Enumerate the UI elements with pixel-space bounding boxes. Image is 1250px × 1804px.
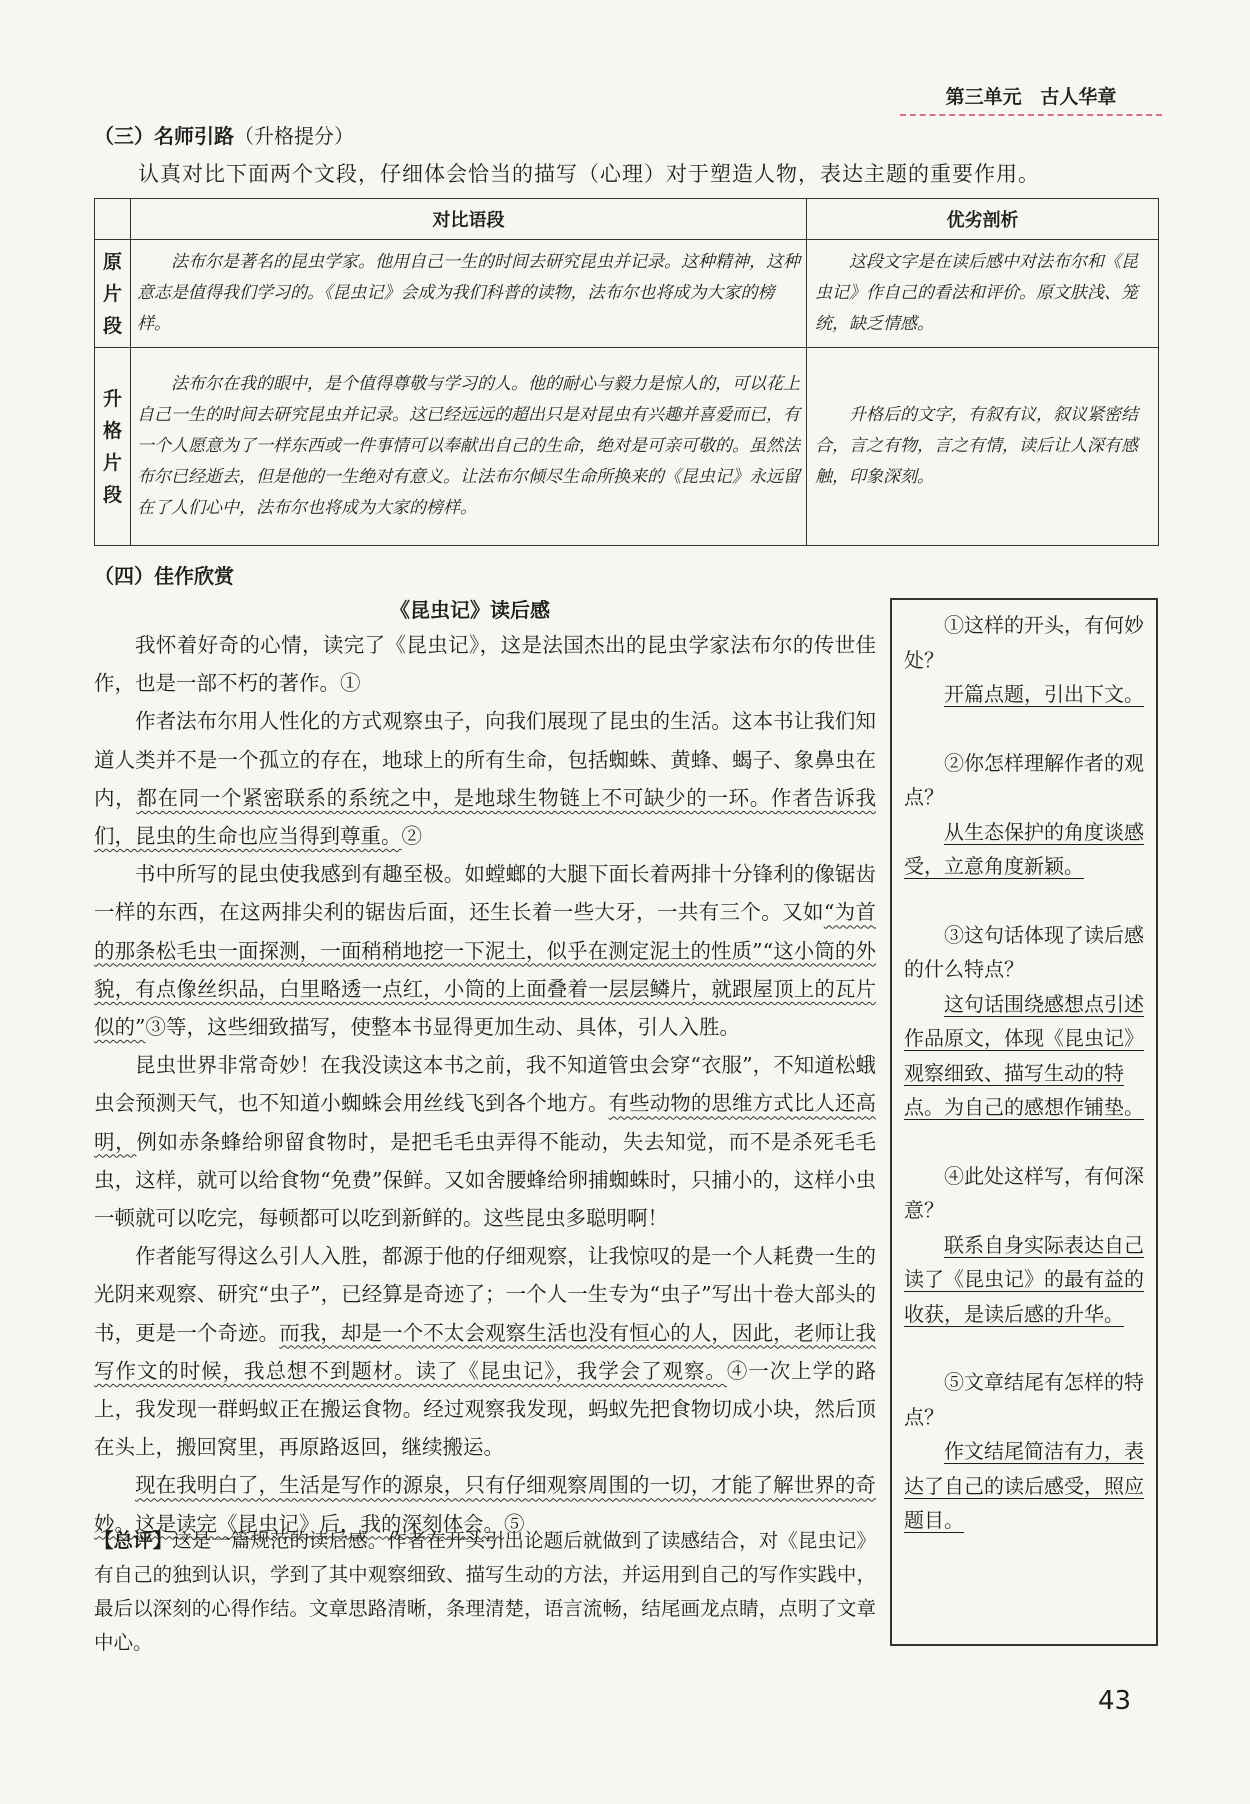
section3-intro: 认真对比下面两个文段，仔细体会恰当的描写（心理）对于塑造人物，表达主题的重要作用。 bbox=[138, 162, 1040, 186]
summary-block bbox=[94, 1524, 876, 1660]
note-question: ③这句话体现了读后感的什么特点？ bbox=[904, 922, 1144, 981]
p2-text: 作者法布尔用人性化的方式观察虫子，向我们展现了昆虫的生活。这本书让我们知道人类并不是一个孤立的存在，地球上的所有生命，包括蜘蛛、黄蜂、蝎子、象鼻虫在内， bbox=[94, 709, 876, 810]
note-question: ①这样的开头，有何妙处？ bbox=[904, 613, 1144, 672]
summary-label: 【总评】 bbox=[94, 1529, 173, 1552]
unit-theme: 古人华章 bbox=[1040, 86, 1117, 108]
table-row bbox=[95, 240, 1159, 348]
original-text: 法布尔是著名的昆虫学家。他用自己一生的时间去研究昆虫并记录。这种精神，这种意志是值得我们学习的。《昆虫记》会成为我们科普的读物，法布尔也将成为大家的榜样。 bbox=[131, 240, 807, 348]
summary-text: 这是一篇规范的读后感。作者在开头引出论题后就做到了读感结合，对《昆虫记》有自己的独到认识，学到了其中观察细致、描写生动的方法，并运用到自己的写作实践中，最后以深刻的心得作结。文章思路清晰，条理清楚，语言流畅，结尾画龙点睛，点明了文章中心。 bbox=[94, 1529, 876, 1654]
note-answer-text: 从生态保护的角度谈感受，立意角度新颖。 bbox=[904, 819, 1144, 878]
note-question: ②你怎样理解作者的观点？ bbox=[904, 750, 1144, 809]
essay-paragraph-5 bbox=[94, 1237, 876, 1466]
annotation-box bbox=[890, 598, 1158, 1646]
comparison-table bbox=[94, 198, 1159, 546]
p6-marker: ⑤ bbox=[504, 1511, 525, 1536]
note-answer-text: 作文结尾简洁有力，表达了自己的读后感受，照应题目。 bbox=[904, 1439, 1144, 1532]
table-header-compare: 对比语段 bbox=[131, 199, 807, 240]
note-answer bbox=[904, 1434, 1146, 1538]
note-answer bbox=[904, 987, 1146, 1125]
essay-body bbox=[94, 626, 876, 1543]
p5-wavy-text: 而我，却是一个不太会观察生活也没有恒心的人，因此，老师让我写作文的时候，我总想不到题材。读了《昆虫记》，我学会了观察。 bbox=[94, 1320, 877, 1383]
section3-subtitle: （升格提分） bbox=[234, 124, 354, 148]
upgraded-analysis: 升格后的文字，有叙有议，叙议紧密结合，言之有物，言之有情，读后让人深有感触，印象深刻。 bbox=[807, 348, 1159, 546]
page-number: 43 bbox=[1098, 1686, 1132, 1716]
note-answer-text: 这句话围绕感想点引述作品原文，体现《昆虫记》观察细致、描写生动的特点。为自己的感想作铺垫。 bbox=[904, 991, 1144, 1119]
note-answer bbox=[904, 815, 1146, 884]
row-label-upgraded: 升格片段 bbox=[95, 348, 131, 546]
table-header-analysis: 优劣剖析 bbox=[807, 199, 1159, 240]
note-item bbox=[904, 1159, 1146, 1332]
note-answer-text: 联系自身实际表达自己读了《昆虫记》的最有益的收获，是读后感的升华。 bbox=[904, 1232, 1144, 1326]
note-item bbox=[904, 608, 1146, 712]
p6-wavy-text: 现在我明白了，生活是写作的源泉，只有仔细观察周围的一切，才能了解世界的奇妙。这是读完《昆虫记》后，我的深刻体会。 bbox=[94, 1473, 876, 1536]
p3-text: 书中所写的昆虫使我感到有趣至极。如螳螂的大腿下面长着两排十分锋利的像锯齿一样的东西，在这两排尖利的锯齿后面，还生长着一些大牙，一共有三个。又如 bbox=[94, 862, 876, 925]
p4-wavy-text: 有些动物的思维方式比人还高明， bbox=[94, 1091, 877, 1154]
essay-paragraph-1: 我怀着好奇的心情，读完了《昆虫记》，这是法国杰出的昆虫学家法布尔的传世佳作，也是一部不朽的著作。① bbox=[94, 633, 876, 696]
note-answer bbox=[904, 677, 1146, 712]
table-row bbox=[95, 348, 1159, 546]
p3-wavy-quote: “为首的那条松毛虫一面探测，一面稍稍地挖一下泥土，似乎在测定泥土的性质”“这小筒的外貌，有点像丝织品，白里略透一点红，小筒的上面叠着一层层鳞片，就跟屋顶上的瓦片似的” bbox=[94, 900, 876, 1040]
note-item bbox=[904, 1365, 1146, 1538]
section3-title-main: （三）名师引路 bbox=[94, 124, 234, 148]
note-question: ④此处这样写，有何深意？ bbox=[904, 1163, 1144, 1222]
p2-marker: ② bbox=[401, 824, 422, 849]
unit-label: 第三单元 bbox=[945, 86, 1022, 108]
note-item bbox=[904, 918, 1146, 1125]
note-answer bbox=[904, 1228, 1146, 1332]
p2-wavy-text: 都在同一个紧密联系的系统之中，是地球生物链上不可缺少的一环。作者告诉我们，昆虫的生命也应当得到尊重。 bbox=[94, 785, 877, 849]
section4-title: （四）佳作欣赏 bbox=[94, 564, 234, 588]
original-analysis: 这段文字是在读后感中对法布尔和《昆虫记》作自己的看法和评价。原文肤浅、笼统，缺乏情感。 bbox=[807, 240, 1159, 348]
note-item bbox=[904, 746, 1146, 884]
essay-paragraph-3 bbox=[94, 855, 876, 1046]
essay-paragraph-2 bbox=[94, 702, 876, 855]
table-header-row bbox=[95, 199, 1159, 240]
note-question: ⑤文章结尾有怎样的特点？ bbox=[904, 1370, 1144, 1429]
row-label-original: 原片段 bbox=[95, 240, 131, 348]
table-header-blank bbox=[95, 199, 131, 240]
essay-paragraph-4 bbox=[94, 1046, 876, 1237]
p3-text-end: ③等，这些细致描写，使整本书显得更加生动、具体，引人入胜。 bbox=[145, 1015, 740, 1040]
note-answer-text: 开篇点题，引出下文。 bbox=[944, 682, 1144, 706]
p5-text-end: ④一次上学的路上，我发现一群蚂蚁正在搬运食物。经过观察我发现，蚂蚁先把食物切成小块，然后顶在头上，搬回窝里，再原路返回，继续搬运。 bbox=[94, 1358, 876, 1460]
p5-text: 作者能写得这么引人入胜，都源于他的仔细观察，让我惊叹的是一个人耗费一生的光阴来观察、研究“虫子”，已经算是奇迹了；一个人一生专为“虫子”写出十卷大部头的书，更是一个奇迹。 bbox=[94, 1244, 876, 1345]
p4-text-end: 例如赤条蜂给卵留食物时，是把毛毛虫弄得不能动，失去知觉，而不是杀死毛毛虫，这样，就可以给食物“免费”保鲜。又如舍腰蜂给卵捕蜘蛛时，只捕小的，这样小虫一顿就可以吃完，每顿都可以吃到新鲜的。这些昆虫多聪明啊！ bbox=[94, 1129, 877, 1231]
upgraded-text: 法布尔在我的眼中，是个值得尊敬与学习的人。他的耐心与毅力是惊人的，可以花上自己一生的时间去研究昆虫并记录。这已经远远的超出只是对昆虫有兴趣并喜爱而已，有一个人愿意为了一样东西或一件事情可以奉献出自己的生命，绝对是可亲可敬的。虽然法布尔已经逝去，但是他的一生绝对有意义。让法布尔倾尽生命所换来的《昆虫记》永远留在了人们心中，法布尔也将成为大家的榜样。 bbox=[131, 348, 807, 546]
section3-title bbox=[94, 120, 354, 149]
essay-title: 《昆虫记》读后感 bbox=[390, 598, 550, 622]
p4-text: 昆虫世界非常奇妙！在我没读这本书之前，我不知道管虫会穿“衣服”，不知道松蛾虫会预测天气，也不知道小蜘蛛会用丝线飞到各个地方。 bbox=[94, 1053, 876, 1116]
running-header bbox=[900, 82, 1162, 116]
